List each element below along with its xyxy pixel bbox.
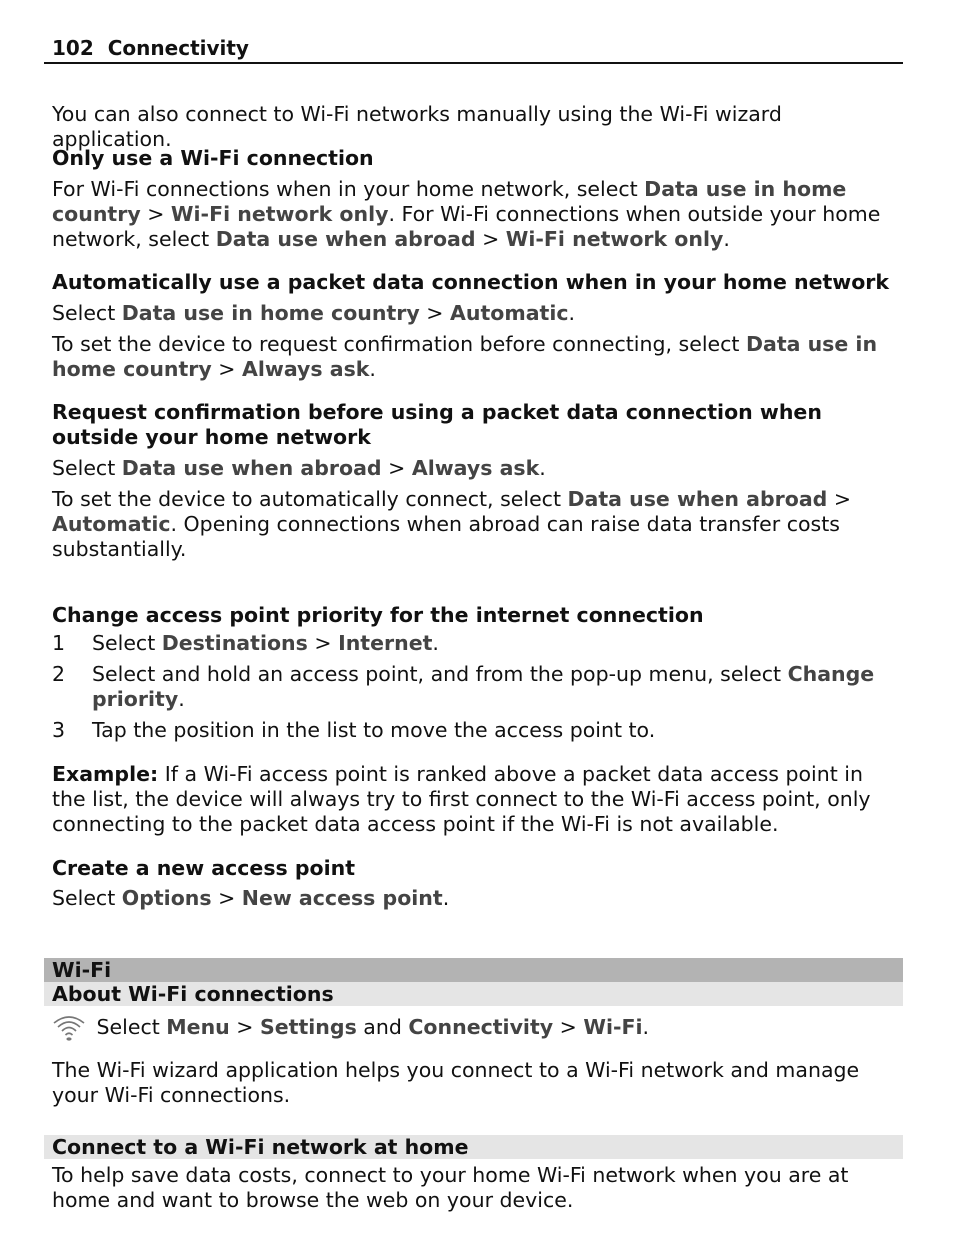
- only-wifi-paragraph: For Wi-Fi connections when in your home network, select Data use in home country > Wi-Fi network only. For Wi-Fi connections when outside your home network, select Data use when abroad > Wi-Fi network only.: [52, 177, 881, 251]
- page-number: 102: [52, 36, 94, 60]
- menu-option-internet: Internet: [338, 631, 433, 655]
- auto-home-paragraph-1: Select Data use in home country > Automatic.: [52, 301, 576, 325]
- wifi-section-title: Wi-Fi: [44, 958, 903, 982]
- menu-option-always-ask: Always ask: [242, 357, 370, 381]
- menu-option-automatic: Automatic: [52, 512, 171, 536]
- wifi-icon: [52, 1012, 86, 1042]
- confirm-abroad-paragraph-1: Select Data use when abroad > Always ask.: [52, 456, 546, 480]
- menu-option-always-ask: Always ask: [411, 456, 540, 480]
- menu-option-automatic: Automatic: [449, 301, 569, 325]
- priority-heading: Change access point priority for the internet connection: [52, 603, 704, 627]
- connect-home-paragraph: To help save data costs, connect to your home Wi-Fi network when you are at home and want to browse the web on your device.: [52, 1163, 849, 1212]
- about-wifi-paragraph: The Wi-Fi wizard application helps you connect to a Wi-Fi network and manage your Wi-Fi connections.: [52, 1058, 860, 1107]
- page-header: [44, 34, 903, 64]
- menu-option-wifi-network-only: Wi-Fi network only: [170, 202, 389, 226]
- menu-option-data-use-abroad: Data use when abroad: [567, 487, 828, 511]
- menu-option-wifi-network-only: Wi-Fi network only: [505, 227, 724, 251]
- create-ap-heading: Create a new access point: [52, 856, 356, 880]
- menu-option-change-priority: Change priority: [92, 662, 875, 711]
- step-number: 1: [52, 631, 66, 655]
- only-wifi-heading: Only use a Wi-Fi connection: [52, 146, 374, 170]
- wifi-path-paragraph: Select Menu > Settings and Connectivity > Wi-Fi.: [52, 1012, 902, 1042]
- menu-option-destinations: Destinations: [161, 631, 308, 655]
- menu-option-connectivity: Connectivity: [408, 1015, 554, 1039]
- step-text: Select and hold an access point, and from the pop-up menu, select Change priority.: [92, 662, 875, 711]
- auto-home-heading: Automatically use a packet data connection when in your home network: [52, 270, 890, 294]
- about-wifi-heading: About Wi-Fi connections: [44, 982, 903, 1006]
- create-ap-paragraph: Select Options > New access point.: [52, 886, 450, 910]
- confirm-abroad-heading: Request confirmation before using a packet data connection when outside your home network: [52, 400, 822, 449]
- menu-option-new-access-point: New access point: [241, 886, 443, 910]
- step-number: 3: [52, 718, 66, 742]
- menu-option-menu: Menu: [166, 1015, 230, 1039]
- menu-option-wifi: Wi-Fi: [583, 1015, 643, 1039]
- confirm-abroad-paragraph-2: To set the device to automatically connect, select Data use when abroad > Automatic. Opening connections when abroad can raise data transfer costs substantially.: [52, 487, 852, 561]
- running-section-title: Connectivity: [107, 36, 249, 60]
- example-label: Example:: [52, 762, 159, 786]
- menu-option-data-use-abroad: Data use when abroad: [215, 227, 476, 251]
- intro-paragraph: You can also connect to Wi-Fi networks manually using the Wi-Fi wizard application.: [52, 102, 782, 151]
- menu-option-settings: Settings: [260, 1015, 357, 1039]
- step-text: Select Destinations > Internet.: [92, 631, 439, 655]
- example-paragraph: Example: If a Wi-Fi access point is ranked above a packet data access point in the list, the device will always try to first connect to the Wi-Fi access point, only connecting to the packet data access point if the Wi-Fi is not available.: [52, 762, 871, 836]
- step-number: 2: [52, 662, 66, 686]
- connect-home-heading: Connect to a Wi-Fi network at home: [44, 1135, 903, 1159]
- auto-home-paragraph-2: To set the device to request confirmation before connecting, select Data use in home country > Always ask.: [52, 332, 878, 381]
- menu-option-data-use-abroad: Data use when abroad: [121, 456, 382, 480]
- menu-option-data-use-home: Data use in home country: [52, 177, 847, 226]
- menu-option-options: Options: [121, 886, 212, 910]
- step-text: Tap the position in the list to move the access point to.: [92, 718, 656, 742]
- menu-option-data-use-home: Data use in home country: [52, 332, 878, 381]
- menu-option-data-use-home: Data use in home country: [121, 301, 420, 325]
